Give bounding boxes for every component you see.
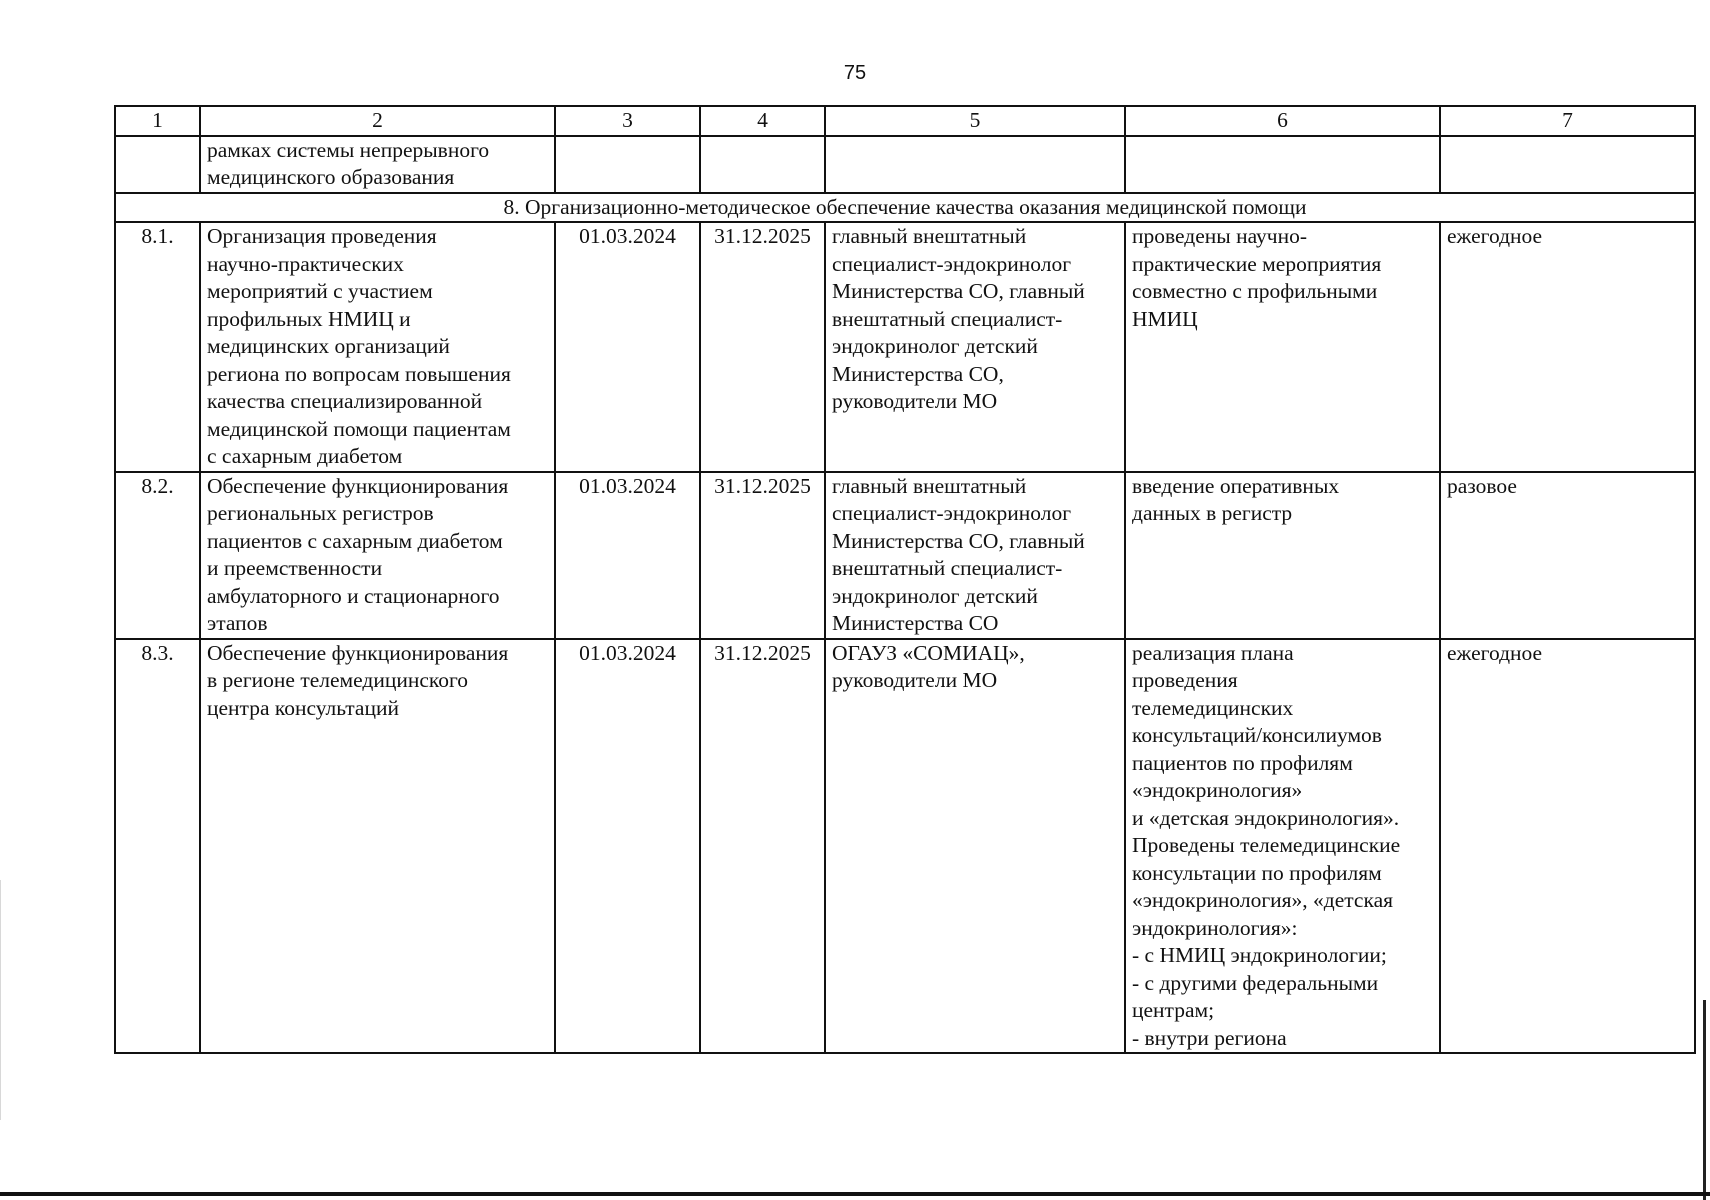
cell-line: введение оперативных: [1132, 473, 1340, 498]
cell-line: Министерства СО, главный: [832, 279, 1085, 303]
cell-line: региона по вопросам повышения: [207, 361, 511, 386]
cell-line: внештатный специалист-: [832, 306, 1063, 331]
action-plan-table: [114, 105, 1696, 1054]
item-number: 8.3.: [115, 639, 200, 1054]
cell-line: центрам;: [1132, 998, 1215, 1022]
frequency-cell: ежегодное: [1440, 222, 1695, 472]
column-number: 1: [115, 106, 200, 136]
cell-line: специалист-эндокринолог: [832, 251, 1072, 276]
cell-line: консультаций/консилиумов: [1132, 723, 1382, 747]
responsible-cell: [825, 639, 1125, 1054]
cell-line: профильных НМИЦ и: [207, 306, 411, 331]
cell-line: научно-практических: [207, 251, 404, 276]
cell-line: телемедицинских: [1132, 695, 1294, 720]
cell-line: центра консультаций: [207, 695, 399, 720]
cell-line: медицинских организаций: [207, 334, 450, 358]
start-date: 01.03.2024: [555, 472, 700, 639]
cell-line: амбулаторного и стационарного: [207, 583, 500, 608]
cell-line: руководители МО: [832, 668, 998, 692]
cell-line: практические мероприятия: [1132, 251, 1382, 276]
empty-cell: [115, 136, 200, 193]
section-title: 8. Организационно-методическое обеспечение качества оказания медицинской помощи: [115, 193, 1695, 223]
cell-line: мероприятий с участием: [207, 279, 433, 303]
cell-line: пациентов по профилям: [1132, 750, 1353, 775]
activity-cell: [200, 136, 555, 193]
cell-line: НМИЦ: [1132, 306, 1198, 331]
frequency-cell: разовое: [1440, 472, 1695, 639]
scan-edge-line: [1703, 1000, 1706, 1200]
cell-line: региональных регистров: [207, 501, 434, 525]
frequency-cell: ежегодное: [1440, 639, 1695, 1054]
empty-cell: [700, 136, 825, 193]
column-number: 4: [700, 106, 825, 136]
cell-line: Проведены телемедицинские: [1132, 833, 1401, 857]
cell-line: Организация проведения: [207, 224, 437, 248]
column-number-row: [115, 106, 1695, 136]
cell-line: рамках системы непрерывного: [207, 137, 490, 162]
column-number: 7: [1440, 106, 1695, 136]
cell-line: эндокринолог детский: [832, 583, 1038, 608]
section-header-row: [115, 193, 1695, 223]
result-cell: [1125, 639, 1440, 1054]
cell-line: внештатный специалист-: [832, 556, 1063, 580]
start-date: 01.03.2024: [555, 639, 700, 1054]
column-number: 5: [825, 106, 1125, 136]
cell-line: «эндокринология», «детская: [1132, 888, 1394, 912]
cell-line: - с НМИЦ эндокринологии;: [1132, 943, 1387, 967]
empty-cell: [825, 136, 1125, 193]
empty-cell: [1440, 136, 1695, 193]
end-date: 31.12.2025: [700, 472, 825, 639]
column-number: 2: [200, 106, 555, 136]
cell-line: и «детская эндокринология».: [1132, 805, 1400, 830]
activity-cell: [200, 472, 555, 639]
table-row: [115, 639, 1695, 1054]
cell-line: данных в регистр: [1132, 501, 1293, 525]
table-row: [115, 472, 1695, 639]
result-cell: [1125, 472, 1440, 639]
cell-line: главный внештатный: [832, 473, 1027, 498]
cell-line: Обеспечение функционирования: [207, 473, 509, 498]
cell-line: и преемственности: [207, 556, 383, 580]
cell-line: качества специализированной: [207, 389, 483, 413]
start-date: 01.03.2024: [555, 222, 700, 472]
continuation-row: [115, 136, 1695, 193]
cell-line: эндокринология»:: [1132, 915, 1298, 940]
item-number: 8.1.: [115, 222, 200, 472]
result-cell: [1125, 222, 1440, 472]
responsible-cell: [825, 472, 1125, 639]
cell-line: пациентов с сахарным диабетом: [207, 528, 503, 553]
cell-line: Обеспечение функционирования: [207, 640, 509, 665]
cell-line: главный внештатный: [832, 224, 1027, 248]
cell-line: этапов: [207, 611, 268, 635]
cell-line: - с другими федеральными: [1132, 970, 1379, 995]
cell-line: с сахарным диабетом: [207, 444, 403, 468]
activity-cell: [200, 222, 555, 472]
cell-line: совместно с профильными: [1132, 279, 1378, 303]
end-date: 31.12.2025: [700, 222, 825, 472]
empty-cell: [555, 136, 700, 193]
cell-line: - внутри региона: [1132, 1025, 1287, 1050]
cell-line: «эндокринология»: [1132, 778, 1303, 802]
item-number: 8.2.: [115, 472, 200, 639]
empty-cell: [1125, 136, 1440, 193]
responsible-cell: [825, 222, 1125, 472]
cell-line: реализация плана: [1132, 640, 1294, 665]
cell-line: медицинского образования: [207, 165, 455, 189]
table-row: [115, 222, 1695, 472]
cell-line: эндокринолог детский: [832, 334, 1038, 358]
column-number: 3: [555, 106, 700, 136]
column-number: 6: [1125, 106, 1440, 136]
cell-line: в регионе телемедицинского: [207, 668, 469, 692]
page-number: 75: [843, 62, 867, 84]
cell-line: специалист-эндокринолог: [832, 501, 1072, 525]
cell-line: Министерства СО,: [832, 361, 1004, 386]
cell-line: Министерства СО: [832, 611, 999, 635]
cell-line: руководители МО: [832, 389, 998, 413]
scan-edge-line: [0, 1192, 1710, 1196]
cell-line: ОГАУЗ «СОМИАЦ»,: [832, 640, 1025, 665]
cell-line: проведения: [1132, 668, 1238, 692]
cell-line: медицинской помощи пациентам: [207, 416, 511, 441]
cell-line: Министерства СО, главный: [832, 528, 1085, 553]
end-date: 31.12.2025: [700, 639, 825, 1054]
cell-line: проведены научно-: [1132, 224, 1308, 248]
activity-cell: [200, 639, 555, 1054]
cell-line: консультации по профилям: [1132, 860, 1382, 885]
scan-edge-line: [0, 880, 1, 1120]
